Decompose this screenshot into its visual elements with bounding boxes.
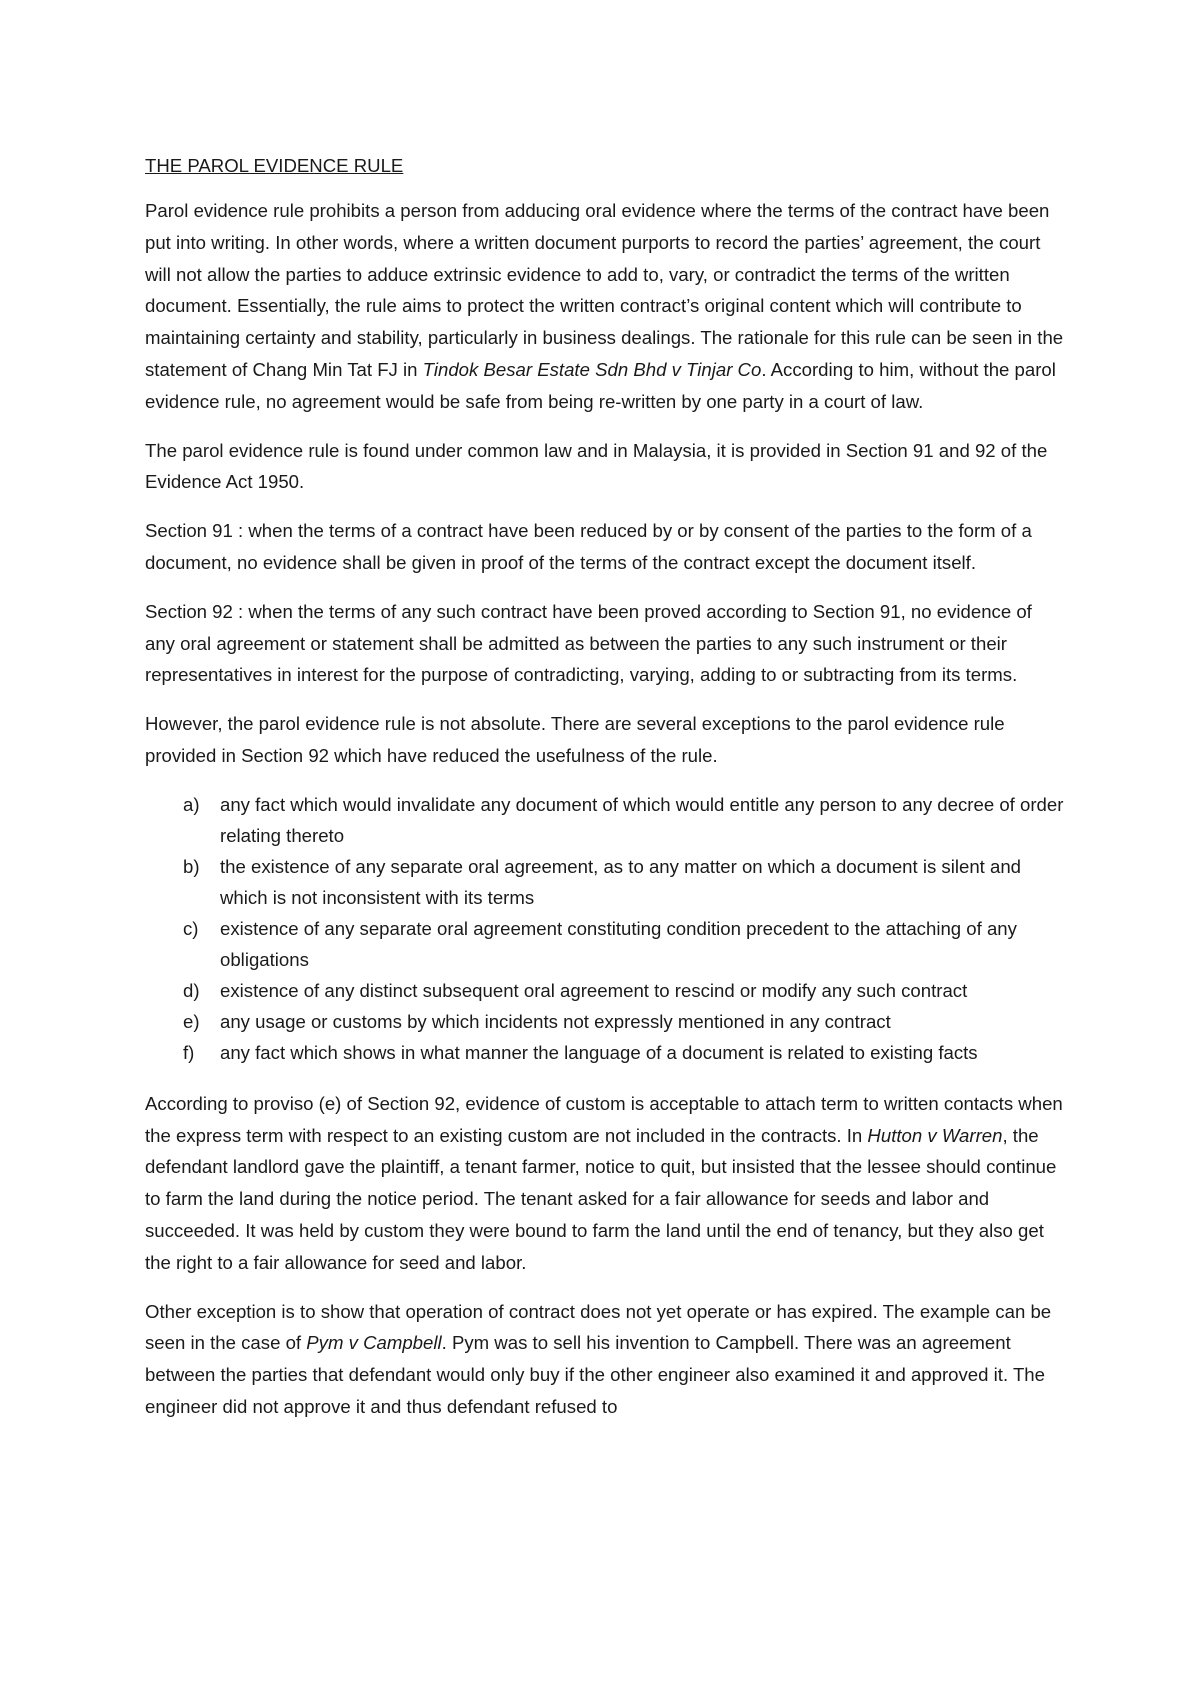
list-item-text: any fact which would invalidate any document of which would entitle any person to any decree of order relating thereto <box>220 793 1064 846</box>
list-item <box>145 913 1065 975</box>
paragraph-section-92: Section 92 : when the terms of any such contract have been proved according to Section 91, no evidence of any oral agreement or statement shall be admitted as between the parties to any such instrument or their representatives in interest for the purpose of contradicting, varying, adding to or subtracting from its terms. <box>145 600 1032 686</box>
document-body <box>145 150 1065 1440</box>
list-item-text: existence of any separate oral agreement constituting condition precedent to the attaching of any obligations <box>220 917 1017 970</box>
paragraph-section-91: Section 91 : when the terms of a contract have been reduced by or by consent of the parties to the form of a document, no evidence shall be given in proof of the terms of the contract except the document itself. <box>145 520 1032 573</box>
list-marker: c) <box>183 917 199 939</box>
case-name-tindok: Tindok Besar Estate Sdn Bhd v Tinjar Co <box>422 358 762 380</box>
case-name-hutton: Hutton v Warren <box>867 1124 1003 1146</box>
paragraph-intro-text-2: . According to him, without the parol evidence rule, no agreement would be safe from being re-written by one party in a court of law. <box>145 358 1056 412</box>
list-marker: b) <box>183 855 200 877</box>
list-marker: a) <box>183 793 200 815</box>
paragraph-intro-text-1: Parol evidence rule prohibits a person from adducing oral evidence where the terms of the contract have been put into writing. In other words, where a written document purports to record the parties’ agreement, the court will not allow the parties to adduce extrinsic evidence to add to, vary, or contradict the terms of the written document. Essentially, the rule aims to protect the written contract’s original content which will contribute to maintaining certainty and stability, particularly in business dealings. The rationale for this rule can be seen in the statement of Chang Min Tat FJ in <box>145 200 1064 380</box>
paragraph-custom-text-1: According to proviso (e) of Section 92, evidence of custom is acceptable to attach term to written contacts when the express term with respect to an existing custom are not included in the contracts. In <box>145 1092 1063 1146</box>
paragraph-custom <box>145 1088 1065 1279</box>
paragraph-operation-text-2: . Pym was to sell his invention to Campbell. There was an agreement between the parties that defendant would only buy if the other engineer also examined it and approved it. The engineer did not approve it and thus defendant refused to <box>145 1332 1045 1417</box>
list-item <box>145 1037 1065 1068</box>
paragraph-exceptions-intro: However, the parol evidence rule is not absolute. There are several exceptions to the parol evidence rule provided in Section 92 which have reduced the usefulness of the rule. <box>145 713 1005 766</box>
list-item-text: any fact which shows in what manner the language of a document is related to existing facts <box>220 1041 978 1063</box>
paragraph-operation-text-1: Other exception is to show that operation of contract does not yet operate or has expired. The example can be seen in the case of <box>145 1300 1052 1354</box>
list-item <box>145 1006 1065 1037</box>
case-name-pym: Pym v Campbell <box>306 1332 442 1354</box>
list-item <box>145 789 1065 851</box>
list-marker: e) <box>183 1010 200 1032</box>
list-marker: f) <box>183 1041 195 1063</box>
exceptions-list <box>145 789 1065 1068</box>
list-item-text: any usage or customs by which incidents not expressly mentioned in any contract <box>220 1010 891 1032</box>
list-item <box>145 975 1065 1006</box>
list-item-text: existence of any distinct subsequent oral agreement to rescind or modify any such contract <box>220 979 968 1001</box>
paragraph-custom-text-2: , the defendant landlord gave the plaintiff, a tenant farmer, notice to quit, but insisted that the lessee should continue to farm the land during the notice period. The tenant asked for a fair allowance for seeds and labor and succeeded. It was held by custom they were bound to farm the land until the end of tenancy, but they also get the right to a fair allowance for seed and labor. <box>145 1124 1057 1273</box>
list-marker: d) <box>183 979 200 1001</box>
paragraph-operation <box>145 1296 1065 1423</box>
paragraph-intro <box>145 195 1065 418</box>
document-title: THE PAROL EVIDENCE RULE <box>145 155 404 176</box>
list-item-text: the existence of any separate oral agreement, as to any matter on which a document is silent and which is not inconsistent with its terms <box>220 855 1022 908</box>
list-item <box>145 851 1065 913</box>
paragraph-common-law: The parol evidence rule is found under common law and in Malaysia, it is provided in Section 91 and 92 of the Evidence Act 1950. <box>145 439 1048 493</box>
